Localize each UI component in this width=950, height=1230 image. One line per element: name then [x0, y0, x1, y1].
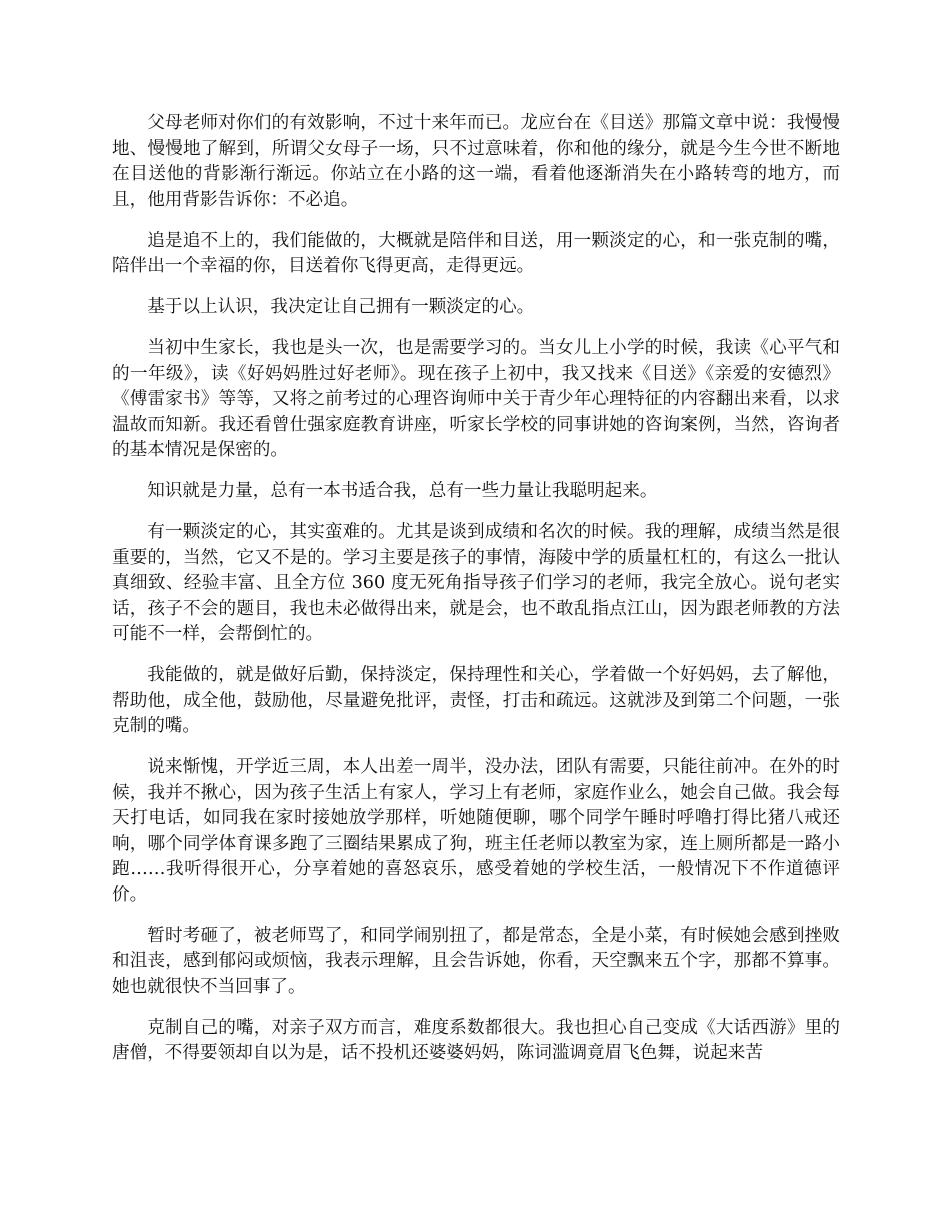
document-page: [112, 111, 840, 1082]
paragraph-10: 克制自己的嘴，对亲子双方而言，难度系数都很大。我也担心自己变成《大话西游》里的唐僧，不得要领却自以为是，话不投机还婆婆妈妈，陈词滥调竟眉飞色舞，说起来苦: [112, 1017, 840, 1063]
paragraph-3: 基于以上认识，我决定让自己拥有一颗淡定的心。: [147, 297, 535, 317]
paragraph-4: 当初中生家长，我也是头一次，也是需要学习的。当女儿上小学的时候，我读《心平气和的一年级》，读《好妈妈胜过好老师》。现在孩子上初中，我又找来《目送》《亲爱的安德烈》《傅雷家书》等等，又将之前考过的心理咨询师中关于青少年心理特征的内容翻出来看，以求温故而知新。我还看曾仕强家庭教育讲座，听家长学校的同事讲她的咨询案例，当然，咨询者的基本情况是保密的。: [112, 338, 840, 460]
paragraph-8: 说来惭愧，开学近三周，本人出差一周半，没办法，团队有需要，只能往前冲。在外的时候，我并不揪心，因为孩子生活上有家人，学习上有老师，家庭作业么，她会自己做。我会每天打电话，如同我在家时接她放学那样，听她随便聊，哪个同学午睡时呼噜打得比猪八戒还响，哪个同学体育课多跑了三圈结果累成了狗，班主任老师以教室为家，连上厕所都是一路小跑……我听得很开心，分享着她的喜怒哀乐，感受着她的学校生活，一般情况下不作道德评价。: [112, 757, 840, 905]
paragraph-5: 知识就是力量，总有一本书适合我，总有一些力量让我聪明起来。: [147, 481, 658, 501]
paragraph-2: 追是追不上的，我们能做的，大概就是陪伴和目送，用一颗淡定的心，和一张克制的嘴，陪伴出一个幸福的你，目送着你飞得更高，走得更远。: [112, 230, 840, 276]
paragraph-1: 父母老师对你们的有效影响，不过十来年而已。龙应台在《目送》那篇文章中说：我慢慢地、慢慢地了解到，所谓父女母子一场，只不过意味着，你和他的缘分，就是今生今世不断地在目送他的背影渐行渐远。你站立在小路的这一端，看着他逐渐消失在小路转弯的地方，而且，他用背影告诉你：不必追。: [112, 113, 840, 210]
paragraph-9: 暂时考砸了，被老师骂了，和同学闹别扭了，都是常态，全是小菜，有时候她会感到挫败和沮丧，感到郁闷或烦恼，我表示理解，且会告诉她，你看，天空飘来五个字，那都不算事。她也就很快不当回事了。: [112, 925, 840, 997]
paragraph-6: 有一颗淡定的心，其实蛮难的。尤其是谈到成绩和名次的时候。我的理解，成绩当然是很重要的，当然，它又不是的。学习主要是孩子的事情，海陵中学的质量杠杠的，有这么一批认真细致、经验丰富、且全方位 360 度无死角指导孩子们学习的老师，我完全放心。说句老实话，孩子不会的题目，我也未必做得出来，就是会，也不敢乱指点江山，因为跟老师教的方法可能不一样，会帮倒忙的。: [112, 522, 840, 644]
paragraph-7: 我能做的，就是做好后勤，保持淡定，保持理性和关心，学着做一个好妈妈，去了解他，帮助他，成全他，鼓励他，尽量避免批评，责怪，打击和疏远。这就涉及到第二个问题，一张克制的嘴。: [112, 665, 840, 736]
